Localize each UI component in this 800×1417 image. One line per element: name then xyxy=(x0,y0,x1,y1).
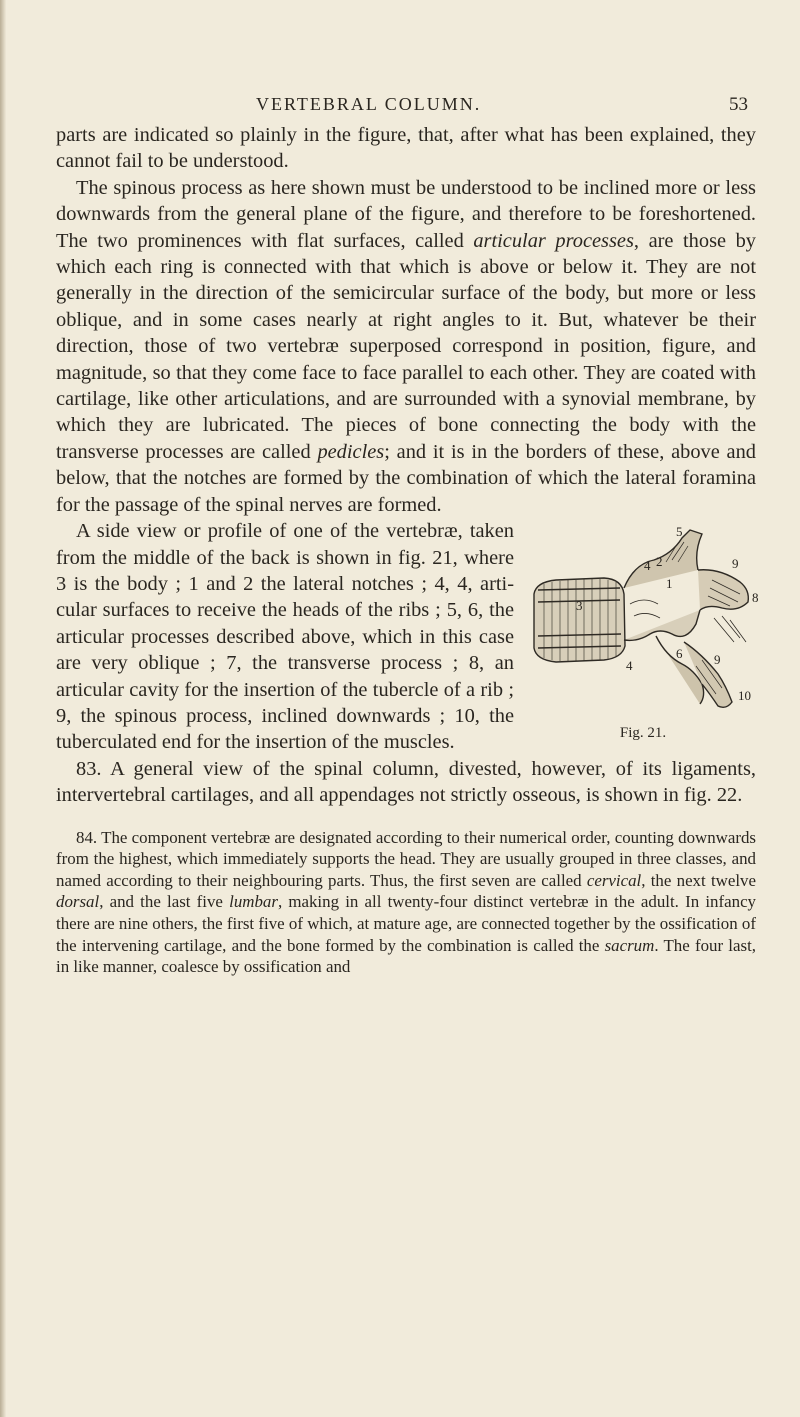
section-number: 84. xyxy=(76,827,98,847)
paragraph-spinous-process: The spinous process as here shown must be understood to be inclined more or less downwards from the general plane of the figure, and therefore to be foreshortened. The two prominences with flat surfaces, called articular processes, are those by which each ring is connected with that which is above or below it. They are not generally in the direction of the semicircular surface of the body, but more or less oblique, and in some cases nearly at right angles to it. But, whatever be their direction, those of two vertebræ superposed correspond in position, figure, and magnitude, so that they come face to face parallel to each other. They are coated with cartilage, like other articulations, and are surrounded with a synovial membrane, by which they are lubricated. The pieces of bone connecting the body with the transverse processes are called pedicles; and it is in the borders of these, above and below, that the notches are formed by the combination of which the lateral foramina for the passage of the spinal nerves are formed. xyxy=(56,176,756,516)
small-print-text xyxy=(56,827,756,978)
label-1: 1 xyxy=(666,576,673,592)
term-sacrum: sacrum xyxy=(604,935,655,955)
label-10: 10 xyxy=(738,688,751,704)
page-number: 53 xyxy=(729,94,748,115)
label-3: 3 xyxy=(576,598,583,614)
paragraph-side-view: A side view or profile of one of the vertebræ, taken from the middle of the back is shown in fig. 21, where 3 is the body ; 1 and 2 the lateral notches ; 4, 4, articular surfaces to receive the heads of the ribs ; 5, 6, the articular processes described above, which in this case are very oblique ; 7, the transverse process ; 8, an articular cavity for the insertion of the tubercle of a rib ; 9, the spinous process, inclined downwards ; 10, the tuberculated end for the insertion of the muscles. xyxy=(56,520,514,754)
figure-21 xyxy=(526,524,760,746)
running-title: VERTEBRAL COLUMN. xyxy=(256,94,482,114)
label-4-bottom: 4 xyxy=(626,658,633,674)
term-pedicles: pedicles xyxy=(317,440,385,463)
main-text xyxy=(56,122,759,809)
term-lumbar: lumbar xyxy=(229,892,278,912)
label-6: 6 xyxy=(676,646,683,662)
vertebra-side-view-illustration xyxy=(526,524,760,724)
figure-caption: Fig. 21. xyxy=(619,724,667,741)
page-header xyxy=(56,0,756,122)
section-number: 83. xyxy=(76,757,102,780)
paragraph-84: 84. The component vertebræ are designated according to their numerical order, counting downwards from the highest, which immediately supports the head. They are usually grouped in three classes, and named according to their neighbouring parts. Thus, the first seven are called cervical, the next twelve dorsal, and the last five lumbar, making in all twenty-four distinct vertebræ in the adult. In infancy there are nine others, the first five of which, at mature age, are connected together by the ossification of the intervening cartilage, and the bone formed by the combination is called the sacrum. The four last, in like manner, coalesce by ossification and xyxy=(56,827,757,977)
paragraph-83: 83. A general view of the spinal column, divested, however, of its ligaments, intervertebral cartilages, and all appendages not strictly osseous, is shown in fig. 22. xyxy=(56,757,756,807)
paragraph-continuation: parts are indicated so plainly in the figure, that, after what has been explained, they cannot fail to be understood. xyxy=(56,124,756,173)
page-edge-shadow xyxy=(0,0,6,1417)
label-2: 2 xyxy=(656,554,663,570)
term-articular-processes: articular processes xyxy=(473,229,634,252)
term-cervical: cervical xyxy=(586,870,642,890)
label-5: 5 xyxy=(676,524,683,540)
label-7: 8 xyxy=(752,590,759,606)
label-4-top: 4 xyxy=(644,558,651,574)
book-page xyxy=(56,0,759,978)
label-8: 9 xyxy=(732,556,739,572)
label-9: 9 xyxy=(714,652,721,668)
term-dorsal: dorsal xyxy=(56,892,100,912)
